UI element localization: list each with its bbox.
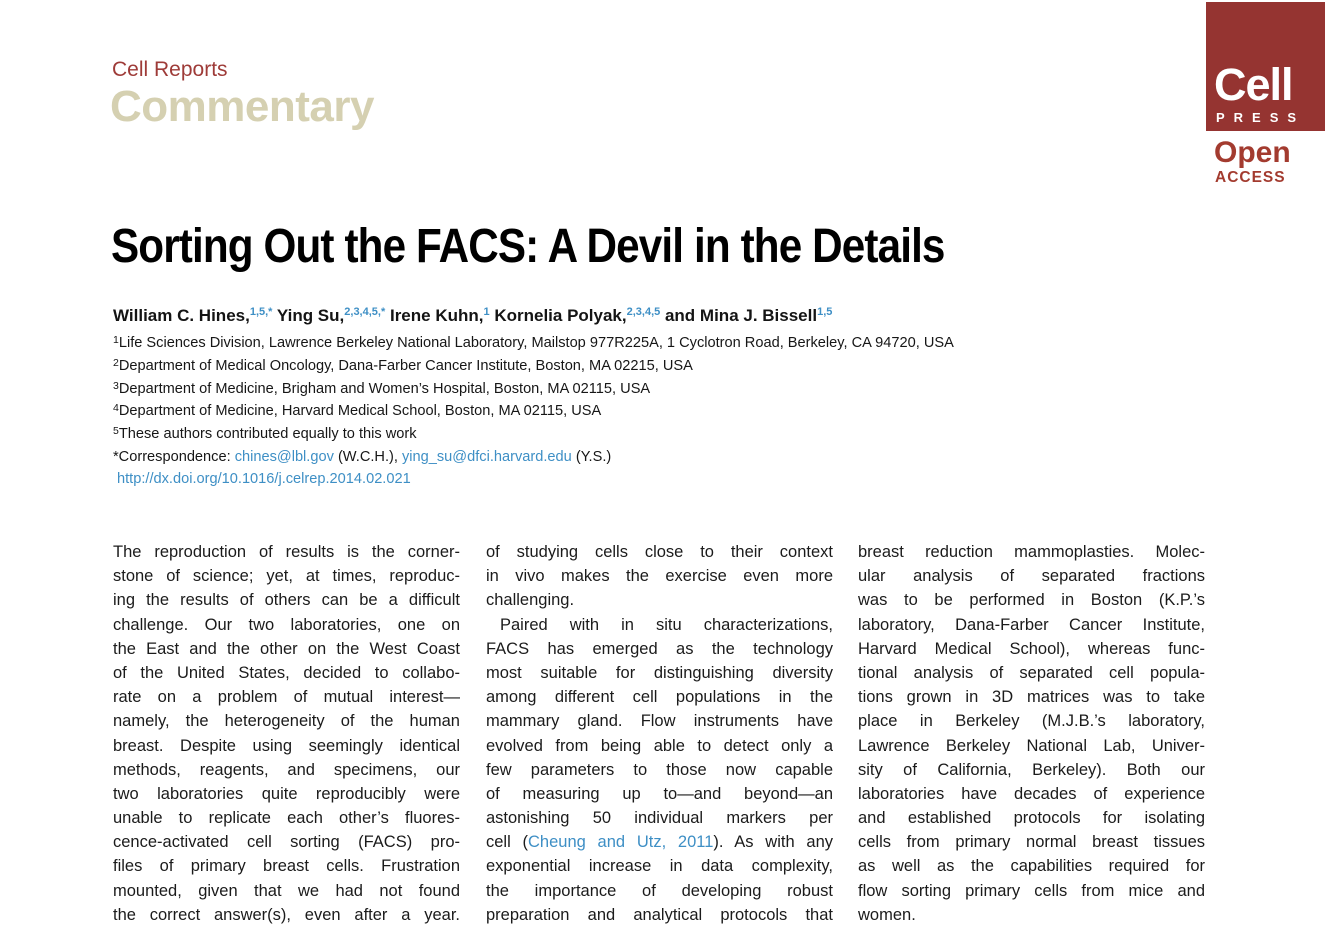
body-text-line [113, 734, 460, 758]
body-text-line [113, 637, 460, 661]
affiliation-line [113, 379, 954, 402]
text-segment: Paired with in situ characterizations, [500, 615, 833, 634]
body-text-line [486, 685, 833, 709]
author-superscript: 1 [483, 306, 490, 318]
correspondence-prefix: *Correspondence: [113, 448, 235, 465]
citation-link[interactable]: Cheung and Utz, 2011 [528, 833, 714, 852]
article-type-label: Commentary [110, 82, 374, 131]
text-segment: rate on a problem of mutual interest— [113, 688, 460, 707]
affiliation-line [113, 401, 954, 424]
body-text-line [858, 613, 1205, 637]
body-text-line [858, 758, 1205, 782]
text-segment: cell ( [486, 833, 528, 852]
affiliation-text: Department of Medicine, Harvard Medical School, Boston, MA 02115, USA [118, 403, 602, 420]
body-text-line [486, 854, 833, 878]
text-segment: astonishing 50 individual markers per [486, 809, 833, 828]
correspondence-suffix: (Y.S.) [571, 448, 612, 465]
text-segment: few parameters to those now capable [486, 760, 833, 779]
affiliation-text: Department of Medical Oncology, Dana-Farber Cancer Institute, Boston, MA 02215, USA [118, 357, 693, 374]
body-text-line [858, 661, 1205, 685]
body-text-line [113, 709, 460, 733]
body-column-2 [486, 540, 833, 927]
affiliation-superscript: 4 [113, 402, 119, 415]
body-text-line [113, 661, 460, 685]
cell-logo-text: Cell [1214, 59, 1293, 110]
body-text-line [486, 903, 833, 927]
body-text-line [113, 806, 460, 830]
body-text-line [486, 830, 833, 854]
text-segment: challenging. [486, 591, 575, 610]
text-segment: was to be performed in Boston (K.P.’s [858, 591, 1205, 610]
text-segment: ing the results of others can be a difficult [113, 591, 460, 610]
text-segment: Irene Kuhn, [385, 306, 484, 325]
body-text-line [858, 734, 1205, 758]
text-segment: the importance of developing robust [486, 881, 833, 900]
body-text-line [113, 758, 460, 782]
affiliation-superscript: 3 [113, 379, 119, 392]
body-text-line [858, 903, 1205, 927]
body-text-line [486, 588, 833, 612]
text-segment: Lawrence Berkeley National Lab, Univer- [858, 736, 1205, 755]
body-text-line [113, 588, 460, 612]
text-segment: exponential increase in data complexity, [486, 857, 833, 876]
body-text-line [113, 564, 460, 588]
body-text-line [858, 564, 1205, 588]
body-text-line [486, 782, 833, 806]
body-text-line [858, 709, 1205, 733]
body-text-line [486, 758, 833, 782]
text-segment: breast. Despite using seemingly identical [113, 736, 460, 755]
body-text-line [486, 879, 833, 903]
text-segment: in vivo makes the exercise even more [486, 567, 833, 586]
text-segment: FACS has emerged as the technology [486, 639, 833, 658]
body-text-line [113, 854, 460, 878]
text-segment: cells from primary normal breast tissues [858, 833, 1205, 852]
open-access-access-label: ACCESS [1215, 169, 1286, 186]
body-text-line [858, 830, 1205, 854]
text-segment: Ying Su, [272, 306, 345, 325]
text-segment: evolved from being able to detect only a [486, 736, 833, 755]
body-text-line [486, 564, 833, 588]
doi-line [113, 469, 954, 491]
text-segment: Harvard Medical School), whereas func- [858, 639, 1205, 658]
text-segment: mammary gland. Flow instruments have [486, 712, 833, 731]
text-segment: laboratory, Dana-Farber Cancer Institute, [858, 615, 1205, 634]
text-segment: and established protocols for isolating [858, 809, 1205, 828]
affiliation-superscript: 2 [113, 356, 119, 369]
text-segment: files of primary breast cells. Frustration [113, 857, 460, 876]
text-segment: of measuring up to—and beyond—an [486, 784, 833, 803]
text-segment: cence-activated cell sorting (FACS) pro- [113, 833, 460, 852]
text-segment: challenge. Our two laboratories, one on [113, 615, 460, 634]
text-segment: two laboratories quite reproducibly were [113, 784, 460, 803]
author-superscript: 1,5,* [249, 306, 273, 318]
text-segment: methods, reagents, and specimens, our [113, 760, 460, 779]
text-segment: and Mina J. Bissell [660, 306, 818, 325]
journal-name: Cell Reports [112, 58, 228, 81]
affiliation-text: Life Sciences Division, Lawrence Berkeley National Laboratory, Mailstop 977R225A, 1 Cyclotron Road, Berkeley, CA 94720, USA [118, 335, 954, 351]
text-segment: The reproduction of results is the corner- [113, 543, 460, 561]
text-segment: place in Berkeley (M.J.B.’s laboratory, [858, 712, 1205, 731]
affiliation-text: Department of Medicine, Brigham and Women’s Hospital, Boston, MA 02115, USA [118, 380, 651, 397]
body-text-line [113, 685, 460, 709]
affiliation-text: These authors contributed equally to this work [118, 426, 417, 443]
author-superscript: 2,3,4,5 [626, 306, 661, 318]
text-segment: ). As with any [713, 833, 833, 852]
text-segment: the East and the other on the West Coast [113, 639, 460, 658]
body-text-line [486, 540, 833, 564]
body-text-line [486, 709, 833, 733]
press-logo-text: PRESS [1216, 110, 1306, 125]
body-text-line [113, 782, 460, 806]
cell-press-logo [1206, 2, 1325, 131]
correspondence-line [113, 447, 954, 469]
text-segment: tional analysis of separated cell popula- [858, 663, 1205, 682]
text-segment: namely, the heterogeneity of the human [113, 712, 460, 731]
body-text-line [486, 734, 833, 758]
author-superscript: 1,5 [817, 306, 833, 318]
text-segment: tions grown in 3D matrices was to take [858, 688, 1205, 707]
body-text-line [486, 613, 833, 637]
text-segment: unable to replicate each other’s fluores- [113, 809, 460, 828]
text-segment: flow sorting primary cells from mice and [858, 881, 1205, 900]
affiliation-line [113, 333, 954, 356]
body-text-line [858, 540, 1205, 564]
affiliation-line [113, 424, 954, 447]
body-text-line [858, 854, 1205, 878]
body-text-line [113, 540, 460, 564]
text-segment: Kornelia Polyak, [489, 306, 627, 325]
body-text-line [858, 588, 1205, 612]
text-segment: among different cell populations in the [486, 688, 833, 707]
affiliation-line [113, 356, 954, 379]
body-text-line [858, 806, 1205, 830]
affiliation-lines [113, 333, 954, 447]
text-segment: as well as the capabilities required for [858, 857, 1205, 876]
body-text-line [113, 613, 460, 637]
text-segment: of the United States, decided to collabo- [113, 663, 460, 682]
text-segment: ular analysis of separated fractions [858, 567, 1205, 586]
body-text-line [486, 661, 833, 685]
affiliation-block [113, 333, 954, 491]
text-segment: of studying cells close to their context [486, 543, 833, 561]
affiliation-superscript: 5 [113, 425, 119, 438]
text-segment: most suitable for distinguishing diversity [486, 663, 833, 682]
text-segment: stone of science; yet, at times, reproduc- [113, 567, 460, 586]
author-superscript: 2,3,4,5,* [344, 306, 386, 318]
open-access-open-label: Open [1214, 136, 1291, 169]
text-segment: breast reduction mammoplasties. Molec- [858, 543, 1205, 561]
text-segment: mounted, given that we had not found [113, 881, 460, 900]
body-text-line [486, 806, 833, 830]
body-text-line [858, 879, 1205, 903]
body-text-line [113, 830, 460, 854]
text-segment: the correct answer(s), even after a year. [113, 905, 460, 924]
text-segment: women. [858, 905, 916, 924]
email-link-ys[interactable]: ying_su@dfci.harvard.edu [402, 448, 572, 465]
affiliation-superscript: 1 [113, 334, 119, 346]
text-segment: William C. Hines, [113, 306, 250, 325]
body-text-line [486, 637, 833, 661]
author-list [113, 306, 832, 326]
body-text-line [858, 637, 1205, 661]
email-link-wch[interactable]: chines@lbl.gov [234, 448, 334, 465]
correspondence-mid: (W.C.H.), [333, 448, 402, 465]
doi-link[interactable]: http://dx.doi.org/10.1016/j.celrep.2014.02.021 [117, 470, 411, 487]
body-column-1 [113, 540, 460, 927]
body-column-3 [858, 540, 1205, 927]
body-text-line [858, 782, 1205, 806]
body-text-line [858, 685, 1205, 709]
text-segment: sity of California, Berkeley). Both our [858, 760, 1205, 779]
body-text-line [113, 903, 460, 927]
body-text-line [113, 879, 460, 903]
text-segment: laboratories have decades of experience [858, 784, 1205, 803]
text-segment: preparation and analytical protocols that [486, 905, 833, 924]
article-title: Sorting Out the FACS: A Devil in the Details [111, 220, 945, 273]
